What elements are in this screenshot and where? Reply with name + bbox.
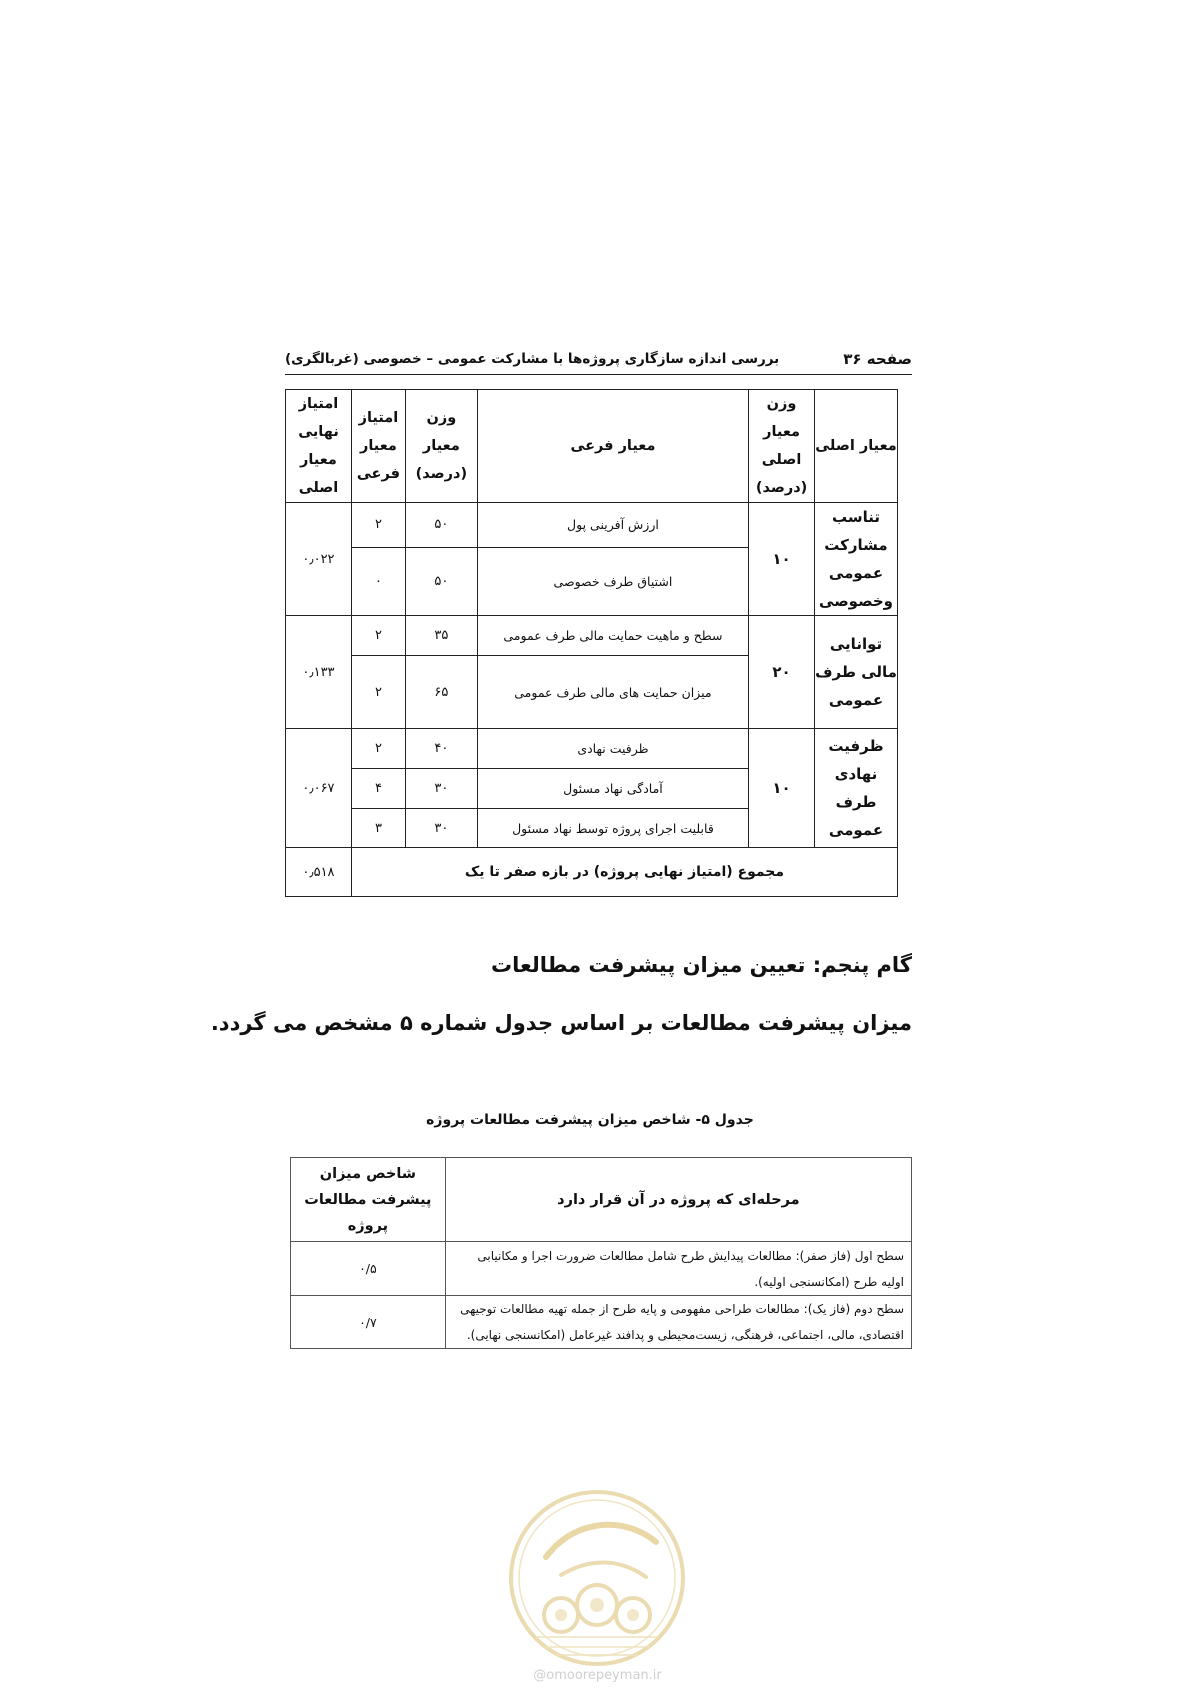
sub-weight-cell: ۵۰ [405,503,477,548]
final-score-cell: ۰٫۱۳۳ [286,616,352,729]
page-header [285,350,912,375]
sub-weight-cell: ۴۰ [405,729,477,769]
sub-weight-cell: ۳۰ [405,809,477,848]
sub-weight-cell: ۳۵ [405,616,477,656]
running-title: بررسی اندازه سازگاری پروژه‌ها با مشارکت عمومی – خصوصی (غربالگری) [285,351,780,367]
sub-criterion-cell: سطح و ماهیت حمایت مالی طرف عمومی [477,616,748,656]
sub-weight-cell: ۶۵ [405,656,477,729]
final-score-cell: ۰٫۰۲۲ [286,503,352,616]
sub-weight-cell: ۵۰ [405,547,477,615]
table-row [286,616,898,656]
main-weight-cell: ۱۰ [749,729,815,848]
header-main-weight: وزن معیار اصلی (درصد) [749,390,815,503]
sub-score-cell: ۲ [351,616,405,656]
stage-description: سطح اول (فاز صفر): مطالعات پیدایش طرح شامل مطالعات ضرورت اجرا و مکانیابی اولیه طرح (امکانسنجی اولیه). [445,1242,911,1296]
criteria-scoring-table [285,389,898,897]
header-final-score: امتیاز نهایی معیار اصلی [286,390,352,503]
header-sub-score: امتیاز معیار فرعی [351,390,405,503]
total-label: مجموع (امتیاز نهایی پروژه) در بازه صفر تا یک [351,848,897,897]
table-header-row [286,390,898,503]
progress-index: ۰/۵ [291,1242,446,1296]
watermark-seal-icon [506,1487,688,1669]
step-body: میزان پیشرفت مطالعات بر اساس جدول شماره ۵ مشخص می گردد. [210,1011,912,1035]
sub-score-cell: ۰ [351,547,405,615]
sub-score-cell: ۴ [351,769,405,809]
stage-description: سطح دوم (فاز یک): مطالعات طراحی مفهومی و پایه طرح از جمله تهیه مطالعات توجیهی اقتصادی، مالی، اجتماعی، فرهنگی، زیست‌محیطی و پدافند غیرعامل (امکانسنجی نهایی). [445,1296,911,1349]
sub-criterion-cell: اشتیاق طرف خصوصی [477,547,748,615]
main-criterion-cell: توانایی مالی طرف عمومی [815,616,898,729]
total-value: ۰٫۵۱۸ [286,848,352,897]
table-row [286,729,898,769]
sub-score-cell: ۳ [351,809,405,848]
sub-score-cell: ۲ [351,656,405,729]
progress-index: ۰/۷ [291,1296,446,1349]
table-caption: جدول ۵- شاخص میزان پیشرفت مطالعات پروژه [426,1112,754,1128]
header-main-criterion: معیار اصلی [815,390,898,503]
table-row [286,503,898,548]
header-sub-criterion: معیار فرعی [477,390,748,503]
main-weight-cell: ۲۰ [749,616,815,729]
total-row [286,848,898,897]
sub-score-cell: ۲ [351,503,405,548]
step-heading: گام پنجم: تعیین میزان پیشرفت مطالعات [491,953,912,977]
sub-criterion-cell: آمادگی نهاد مسئول [477,769,748,809]
header-progress-index: شاخص میزان پیشرفت مطالعات پروژه [291,1158,446,1242]
watermark-logo [506,1487,688,1669]
table-row [291,1296,912,1349]
page-number: صفحه ۳۶ [843,350,912,368]
table-row [291,1242,912,1296]
sub-criterion-cell: ارزش آفرینی پول [477,503,748,548]
final-score-cell: ۰٫۰۶۷ [286,729,352,848]
header-sub-weight: وزن معیار (درصد) [405,390,477,503]
watermark-url: @omoorepeyman.ir [533,1668,662,1683]
main-criterion-cell: ظرفیت نهادی طرف عمومی [815,729,898,848]
table-header-row [291,1158,912,1242]
sub-criterion-cell: قابلیت اجرای پروژه توسط نهاد مسئول [477,809,748,848]
main-criterion-cell: تناسب مشارکت عمومی وخصوصی [815,503,898,616]
sub-weight-cell: ۳۰ [405,769,477,809]
sub-criterion-cell: میزان حمایت های مالی طرف عمومی [477,656,748,729]
main-weight-cell: ۱۰ [749,503,815,616]
sub-score-cell: ۲ [351,729,405,769]
sub-criterion-cell: ظرفیت نهادی [477,729,748,769]
study-progress-table [290,1157,912,1349]
header-stage: مرحله‌ای که پروژه در آن قرار دارد [445,1158,911,1242]
